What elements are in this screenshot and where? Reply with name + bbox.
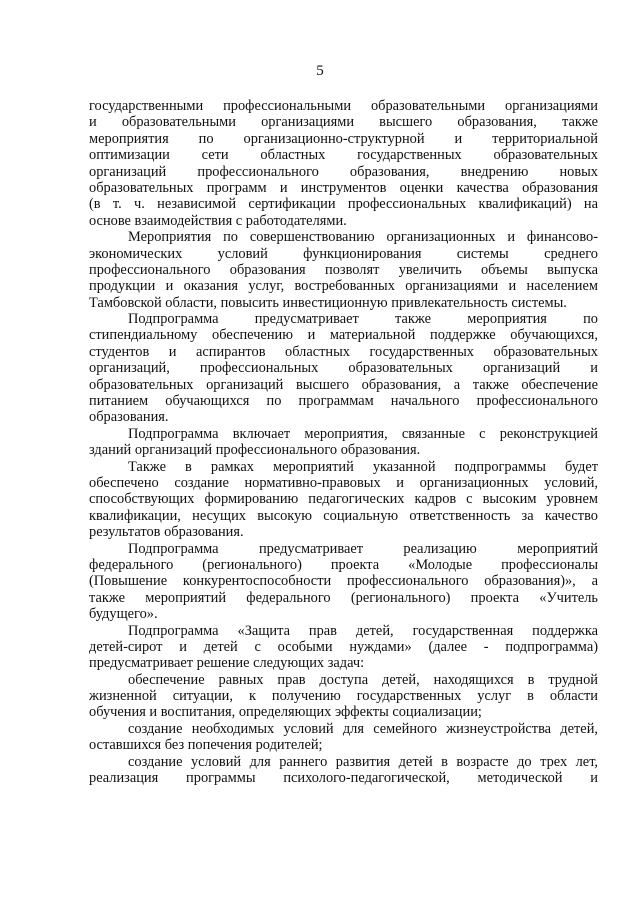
text-line: образовательных программ и инструментов оценки качества образования: [89, 179, 598, 196]
text-line: студентов и аспирантов областных государственных образовательных: [89, 343, 598, 360]
text-line: предусматривает решение следующих задач:: [89, 655, 365, 672]
text-line: оптимизации сети областных государственных образовательных: [89, 147, 598, 164]
text-line: и образовательными организациями высшего образования, также: [89, 114, 598, 131]
text-line: создание условий для раннего развития детей в возрасте до трех лет,: [128, 753, 598, 770]
text-line: стипендиальному обеспечению и материальной поддержке обучающихся,: [89, 327, 598, 344]
text-line: (Повышение конкурентоспособности профессионального образования)», а: [89, 573, 598, 590]
text-line: детей-сирот и детей с особыми нуждами» (далее - подпрограмма): [89, 638, 598, 655]
text-line: организаций профессионального образования, внедрению новых: [89, 163, 598, 180]
text-line: организаций, профессиональных образовательных организаций и: [89, 360, 598, 377]
text-line: профессионального образования позволят увеличить объемы выпуска: [89, 261, 598, 278]
text-line: образовательных организаций высшего образования, а также обеспечение: [89, 376, 598, 393]
text-line: продукции и оказания услуг, востребованных организациями и населением: [89, 278, 598, 295]
text-line: будущего».: [89, 606, 158, 623]
text-line: жизненной ситуации, к получению государственных услуг в области: [89, 688, 598, 705]
text-line: создание необходимых условий для семейного жизнеустройства детей,: [128, 720, 598, 737]
text-line: обеспечение равных прав доступа детей, находящихся в трудной: [128, 671, 598, 688]
text-line: способствующих формированию педагогических кадров с высоким уровнем: [89, 491, 598, 508]
text-line: федерального (регионального) проекта «Молодые профессионалы: [89, 556, 598, 573]
text-line: Подпрограмма «Защита прав детей, государственная поддержка: [128, 622, 598, 639]
text-line: зданий организаций профессионального образования.: [89, 442, 421, 459]
text-line: экономических условий функционирования системы среднего: [89, 245, 598, 262]
text-line: образования.: [89, 409, 169, 426]
text-line: основе взаимодействия с работодателями.: [89, 212, 347, 229]
text-line: Подпрограмма предусматривает также мероприятия по: [128, 311, 598, 328]
text-line: питанием обучающихся по программам начального профессионального: [89, 393, 598, 410]
text-line: Подпрограмма включает мероприятия, связанные с реконструкцией: [128, 425, 598, 442]
text-line: обучения и воспитания, определяющих эффекты социализации;: [89, 704, 482, 721]
text-line: (в т. ч. независимой сертификации профессиональных квалификаций) на: [89, 196, 598, 213]
text-line: государственными профессиональными образовательными организациями: [89, 98, 598, 114]
document-body: [89, 98, 598, 786]
text-line: результатов образования.: [89, 524, 244, 541]
text-line: обеспечено создание нормативно-правовых и организационных условий,: [89, 474, 598, 491]
page-number: 5: [316, 63, 324, 79]
text-line: квалификации, несущих высокую социальную ответственность за качество: [89, 507, 598, 524]
text-line: Тамбовской области, повысить инвестиционную привлекательность системы.: [89, 294, 567, 311]
text-line: Подпрограмма предусматривает реализацию мероприятий: [128, 540, 598, 557]
text-line: реализация программы психолого-педагогической, методической и: [89, 770, 598, 787]
text-line: мероприятия по организационно-структурной и территориальной: [89, 130, 598, 147]
text-line: Мероприятия по совершенствованию организационных и финансово-: [128, 229, 598, 246]
text-line: Также в рамках мероприятий указанной подпрограммы будет: [128, 458, 598, 475]
text-line: также мероприятий федерального (регионального) проекта «Учитель: [89, 589, 598, 606]
text-line: оставшихся без попечения родителей;: [89, 737, 323, 754]
